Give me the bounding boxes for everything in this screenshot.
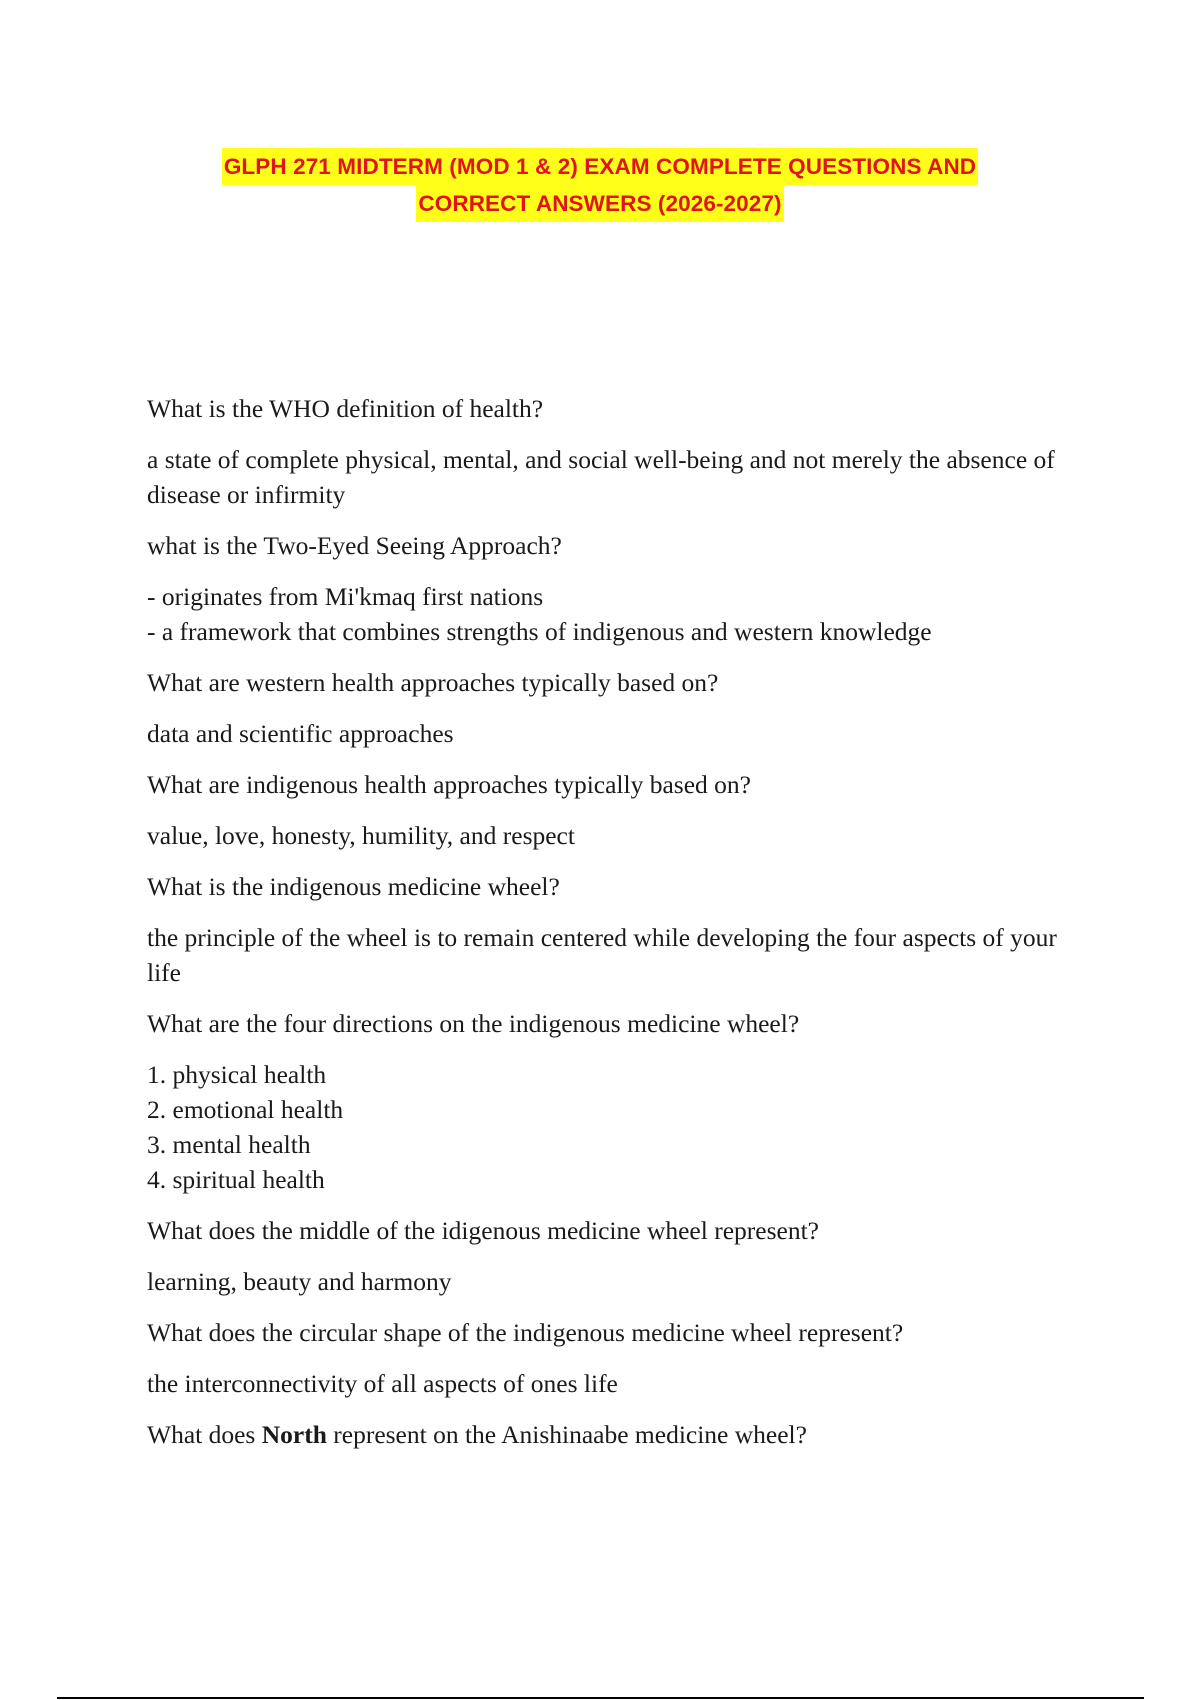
question-text: What is the WHO definition of health? [147, 394, 544, 423]
qa-item [147, 1417, 1067, 1452]
title-line-2: CORRECT ANSWERS (2026-2027) [416, 185, 783, 222]
qa-item [147, 869, 1067, 990]
answer-text: value, love, honesty, humility, and respect [147, 821, 575, 850]
footer-divider [57, 1697, 1144, 1699]
answer-text: the principle of the wheel is to remain centered while developing the four aspects of your life [147, 923, 1057, 987]
qa-item [147, 528, 1067, 649]
question-text: What is the indigenous medicine wheel? [147, 872, 560, 901]
answer-line: - a framework that combines strengths of indigenous and western knowledge [147, 617, 932, 646]
qa-item [147, 391, 1067, 512]
qa-item [147, 1006, 1067, 1197]
question-text: What are indigenous health approaches typically based on? [147, 770, 751, 799]
answer-text: the interconnectivity of all aspects of ones life [147, 1369, 618, 1398]
question-text: What are western health approaches typically based on? [147, 668, 719, 697]
answer-line: 3. mental health [147, 1130, 311, 1159]
question-text [147, 1417, 1067, 1452]
question-text: What does the circular shape of the indigenous medicine wheel represent? [147, 1318, 904, 1347]
question-emphasis: North [261, 1420, 327, 1449]
question-text: what is the Two-Eyed Seeing Approach? [147, 531, 562, 560]
question-prefix: What does [147, 1420, 262, 1449]
answer-text: data and scientific approaches [147, 719, 454, 748]
qa-item [147, 1315, 1067, 1401]
qa-item [147, 1213, 1067, 1299]
answer-line: 4. spiritual health [147, 1165, 325, 1194]
answer-text: a state of complete physical, mental, and social well-being and not merely the absence of disease or infirmity [147, 445, 1055, 509]
answer-line: 2. emotional health [147, 1095, 344, 1124]
answer-list [147, 1057, 1067, 1197]
qa-list [147, 391, 1067, 1468]
qa-item [147, 665, 1067, 751]
question-suffix: represent on the Anishinaabe medicine wheel? [326, 1420, 807, 1449]
title-line-1: GLPH 271 MIDTERM (MOD 1 & 2) EXAM COMPLETE QUESTIONS AND [222, 148, 978, 185]
document-title [0, 148, 1200, 222]
question-text: What are the four directions on the indigenous medicine wheel? [147, 1009, 800, 1038]
question-text: What does the middle of the idigenous medicine wheel represent? [147, 1216, 819, 1245]
answer-line: - originates from Mi'kmaq first nations [147, 582, 544, 611]
answer-text: learning, beauty and harmony [147, 1267, 452, 1296]
answer-line: 1. physical health [147, 1060, 327, 1089]
qa-item [147, 767, 1067, 853]
answer-list [147, 579, 1067, 649]
